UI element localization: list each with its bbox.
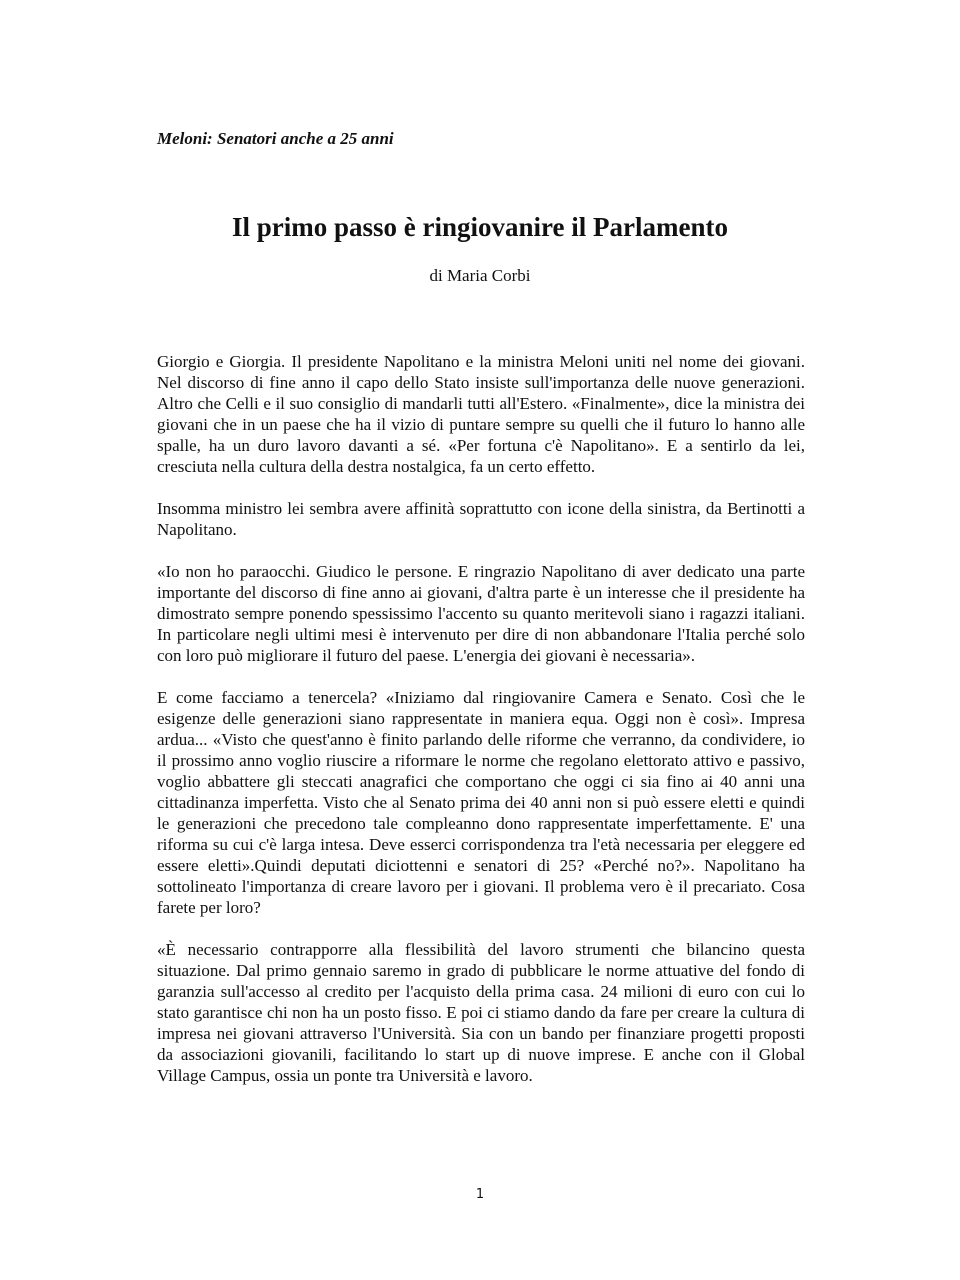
body-paragraph-3: «Io non ho paraocchi. Giudico le persone. E ringrazio Napolitano di aver dedicato una parte importante del discorso di fine anno ai giovani, d'altra parte è un interesse che il presidente ha dimostrato sempre ponendo spessissimo l'accento su quanto meritevoli siano i ragazzi italiani. In particolare negli ultimi mesi è intervenuto per dire di non abbandonare l'Italia perché solo con loro può migliorare il futuro del paese. L'energia dei giovani è necessaria». — [157, 562, 805, 665]
article-kicker: Meloni: Senatori anche a 25 anni — [157, 129, 394, 148]
body-paragraph-4: E come facciamo a tenercela? «Iniziamo dal ringiovanire Camera e Senato. Così che le esigenze delle generazioni siano rappresentate in maniera equa. Oggi non è così». Impresa ardua... «Visto che quest'anno è finito parlando delle riforme che verranno, da condividere, io il prossimo anno voglio riuscire a riformare le norme che regolano elettorato attivo e passivo, voglio abbattere gli steccati anagrafici che comportano che oggi ci sia fino ai 40 anni una cittadinanza imperfetta. Visto che al Senato prima dei 40 anni non si può essere eletti e quindi le generazioni che precedono tale compleanno dono rappresentate imperfettamente. E' una riforma su cui c'è larga intesa. Deve esserci corrispondenza tra l'età necessaria per eleggere ed essere eletti».Quindi deputati diciottenni e senatori di 25? «Perché no?». Napolitano ha sottolineato l'importanza di creare lavoro per i giovani. Il problema vero è il precariato. Cosa farete per loro? — [157, 688, 805, 917]
body-paragraph-5: «È necessario contrapporre alla flessibilità del lavoro strumenti che bilancino questa situazione. Dal primo gennaio saremo in grado di pubblicare le norme attuative del fondo di garanzia sull'accesso al credito per l'acquisto della prima casa. 24 milioni di euro con cui lo stato garantisce chi non ha un posto fisso. E poi ci stiamo dando da fare per creare la cultura di impresa nei giovani attraverso l'Università. Sia con un bando per finanziare progetti proposti da associazioni giovanili, facilitando lo start up di nuove imprese. E anche con il Global Village Campus, ossia un ponte tra Università e lavoro. — [157, 940, 805, 1085]
article-headline: Il primo passo è ringiovanire il Parlamento — [232, 212, 728, 242]
article-byline: di Maria Corbi — [429, 266, 531, 285]
page-number: 1 — [475, 1187, 485, 1202]
article-body — [157, 351, 805, 1107]
body-paragraph-1: Giorgio e Giorgia. Il presidente Napolitano e la ministra Meloni uniti nel nome dei giovani. Nel discorso di fine anno il capo dello Stato insiste sull'importanza delle nuove generazioni. Altro che Celli e il suo consiglio di mandarli tutti all'Estero. «Finalmente», dice la ministra dei giovani che in un paese che ha il vizio di puntare sempre su quelli che il futuro lo hanno alle spalle, ha un duro lavoro davanti a sé. «Per fortuna c'è Napolitano». E a sentirlo da lei, cresciuta nella cultura della destra nostalgica, fa un certo effetto. — [157, 352, 805, 476]
body-paragraph-2: Insomma ministro lei sembra avere affinità soprattutto con icone della sinistra, da Bertinotti a Napolitano. — [157, 499, 805, 539]
